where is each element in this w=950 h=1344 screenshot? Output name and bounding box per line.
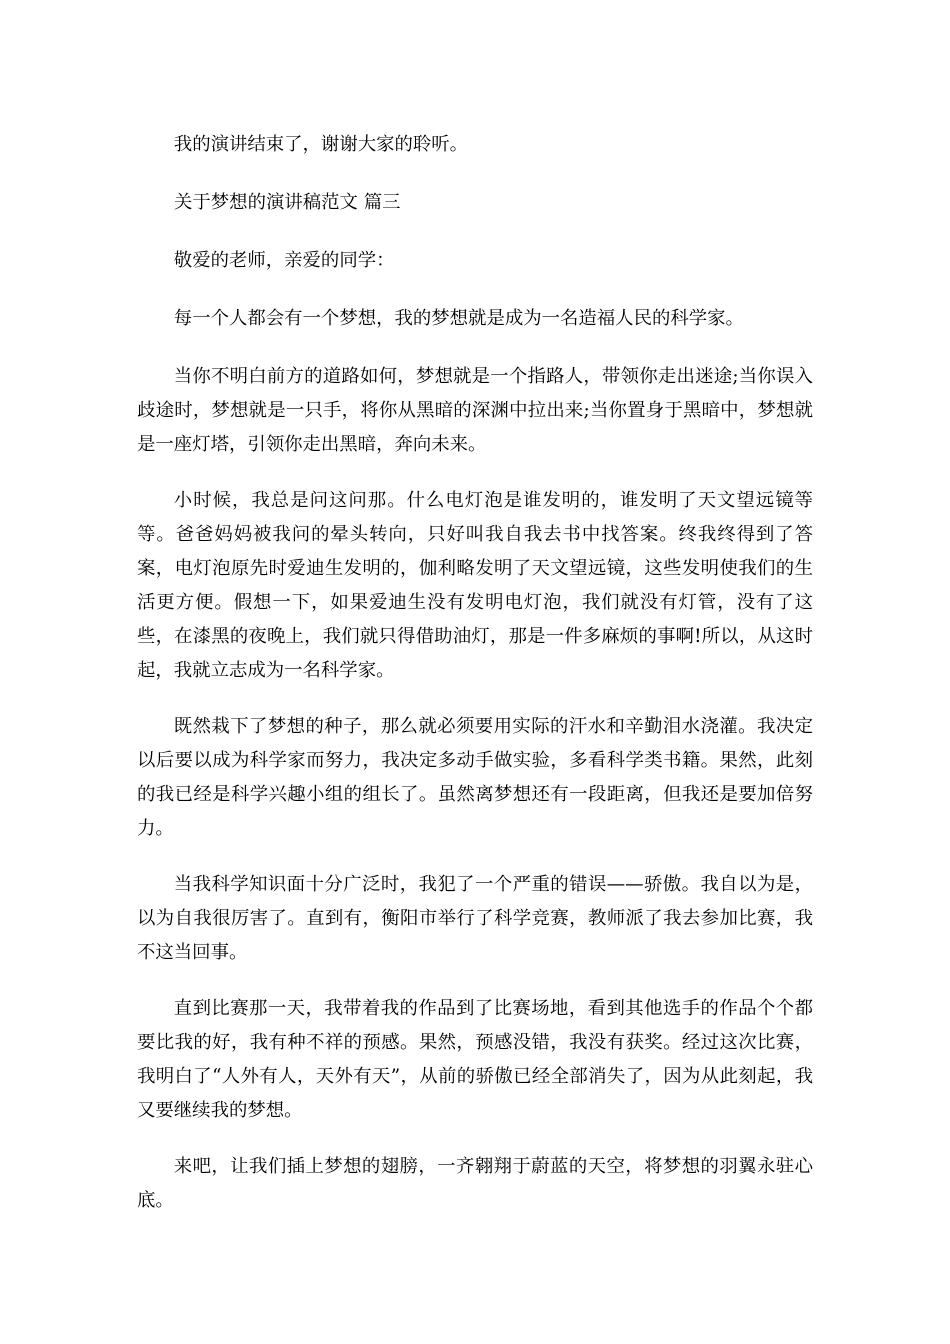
paragraph-competition: 直到比赛那一天，我带着我的作品到了比赛场地，看到其他选手的作品个个都要比我的好，我有种不祥的预感。果然，预感没错，我没有获奖。经过这次比赛，我明白了“人外有人，天外有天”，从前的骄傲已经全部消失了，因为从此刻起，我又要继续我的梦想。	[137, 998, 813, 1121]
section-title: 关于梦想的演讲稿范文 篇三	[174, 192, 401, 213]
paragraph-pride: 当我科学知识面十分广泛时，我犯了一个严重的错误——骄傲。我自以为是，以为自我很厉害了。直到有，衡阳市举行了科学竞赛，教师派了我去参加比赛，我不这当回事。	[137, 874, 813, 963]
paragraph-dream-guide: 当你不明白前方的道路如何，梦想就是一个指路人，带领你走出迷途;当你误入歧途时，梦想就是一只手，将你从黑暗的深渊中拉出来;当你置身于黑暗中，梦想就是一座灯塔，引领你走出黑暗，奔向未来。	[137, 366, 813, 455]
paragraph-conclusion: 来吧，让我们插上梦想的翅膀，一齐翱翔于蔚蓝的天空，将梦想的羽翼永驻心底。	[137, 1156, 813, 1211]
closing-line: 我的演讲结束了，谢谢大家的聆听。	[173, 134, 469, 155]
salutation: 敬爱的老师，亲爱的同学：	[173, 250, 395, 271]
paragraph-dream-intro: 每一个人都会有一个梦想，我的梦想就是成为一名造福人民的科学家。	[173, 308, 744, 329]
paragraph-childhood: 小时候，我总是问这问那。什么电灯泡是谁发明的，谁发明了天文望远镜等等。爸爸妈妈被我问的晕头转向，只好叫我自我去书中找答案。终我终得到了答案，电灯泡原先时爱迪生发明的，伽利略发明了天文望远镜，这些发明使我们的生活更方便。假想一下，如果爱迪生没有发明电灯泡，我们就没有灯管，没有了这些，在漆黑的夜晚上，我们就只得借助油灯，那是一件多麻烦的事啊!所以，从这时起，我就立志成为一名科学家。	[137, 490, 813, 681]
paragraph-effort: 既然栽下了梦想的种子，那么就必须要用实际的汗水和辛勤泪水浇灌。我决定以后要以成为科学家而努力，我决定多动手做实验，多看科学类书籍。果然，此刻的我已经是科学兴趣小组的组长了。虽然离梦想还有一段距离，但我还是要加倍努力。	[137, 716, 813, 839]
document-body	[137, 128, 813, 1218]
